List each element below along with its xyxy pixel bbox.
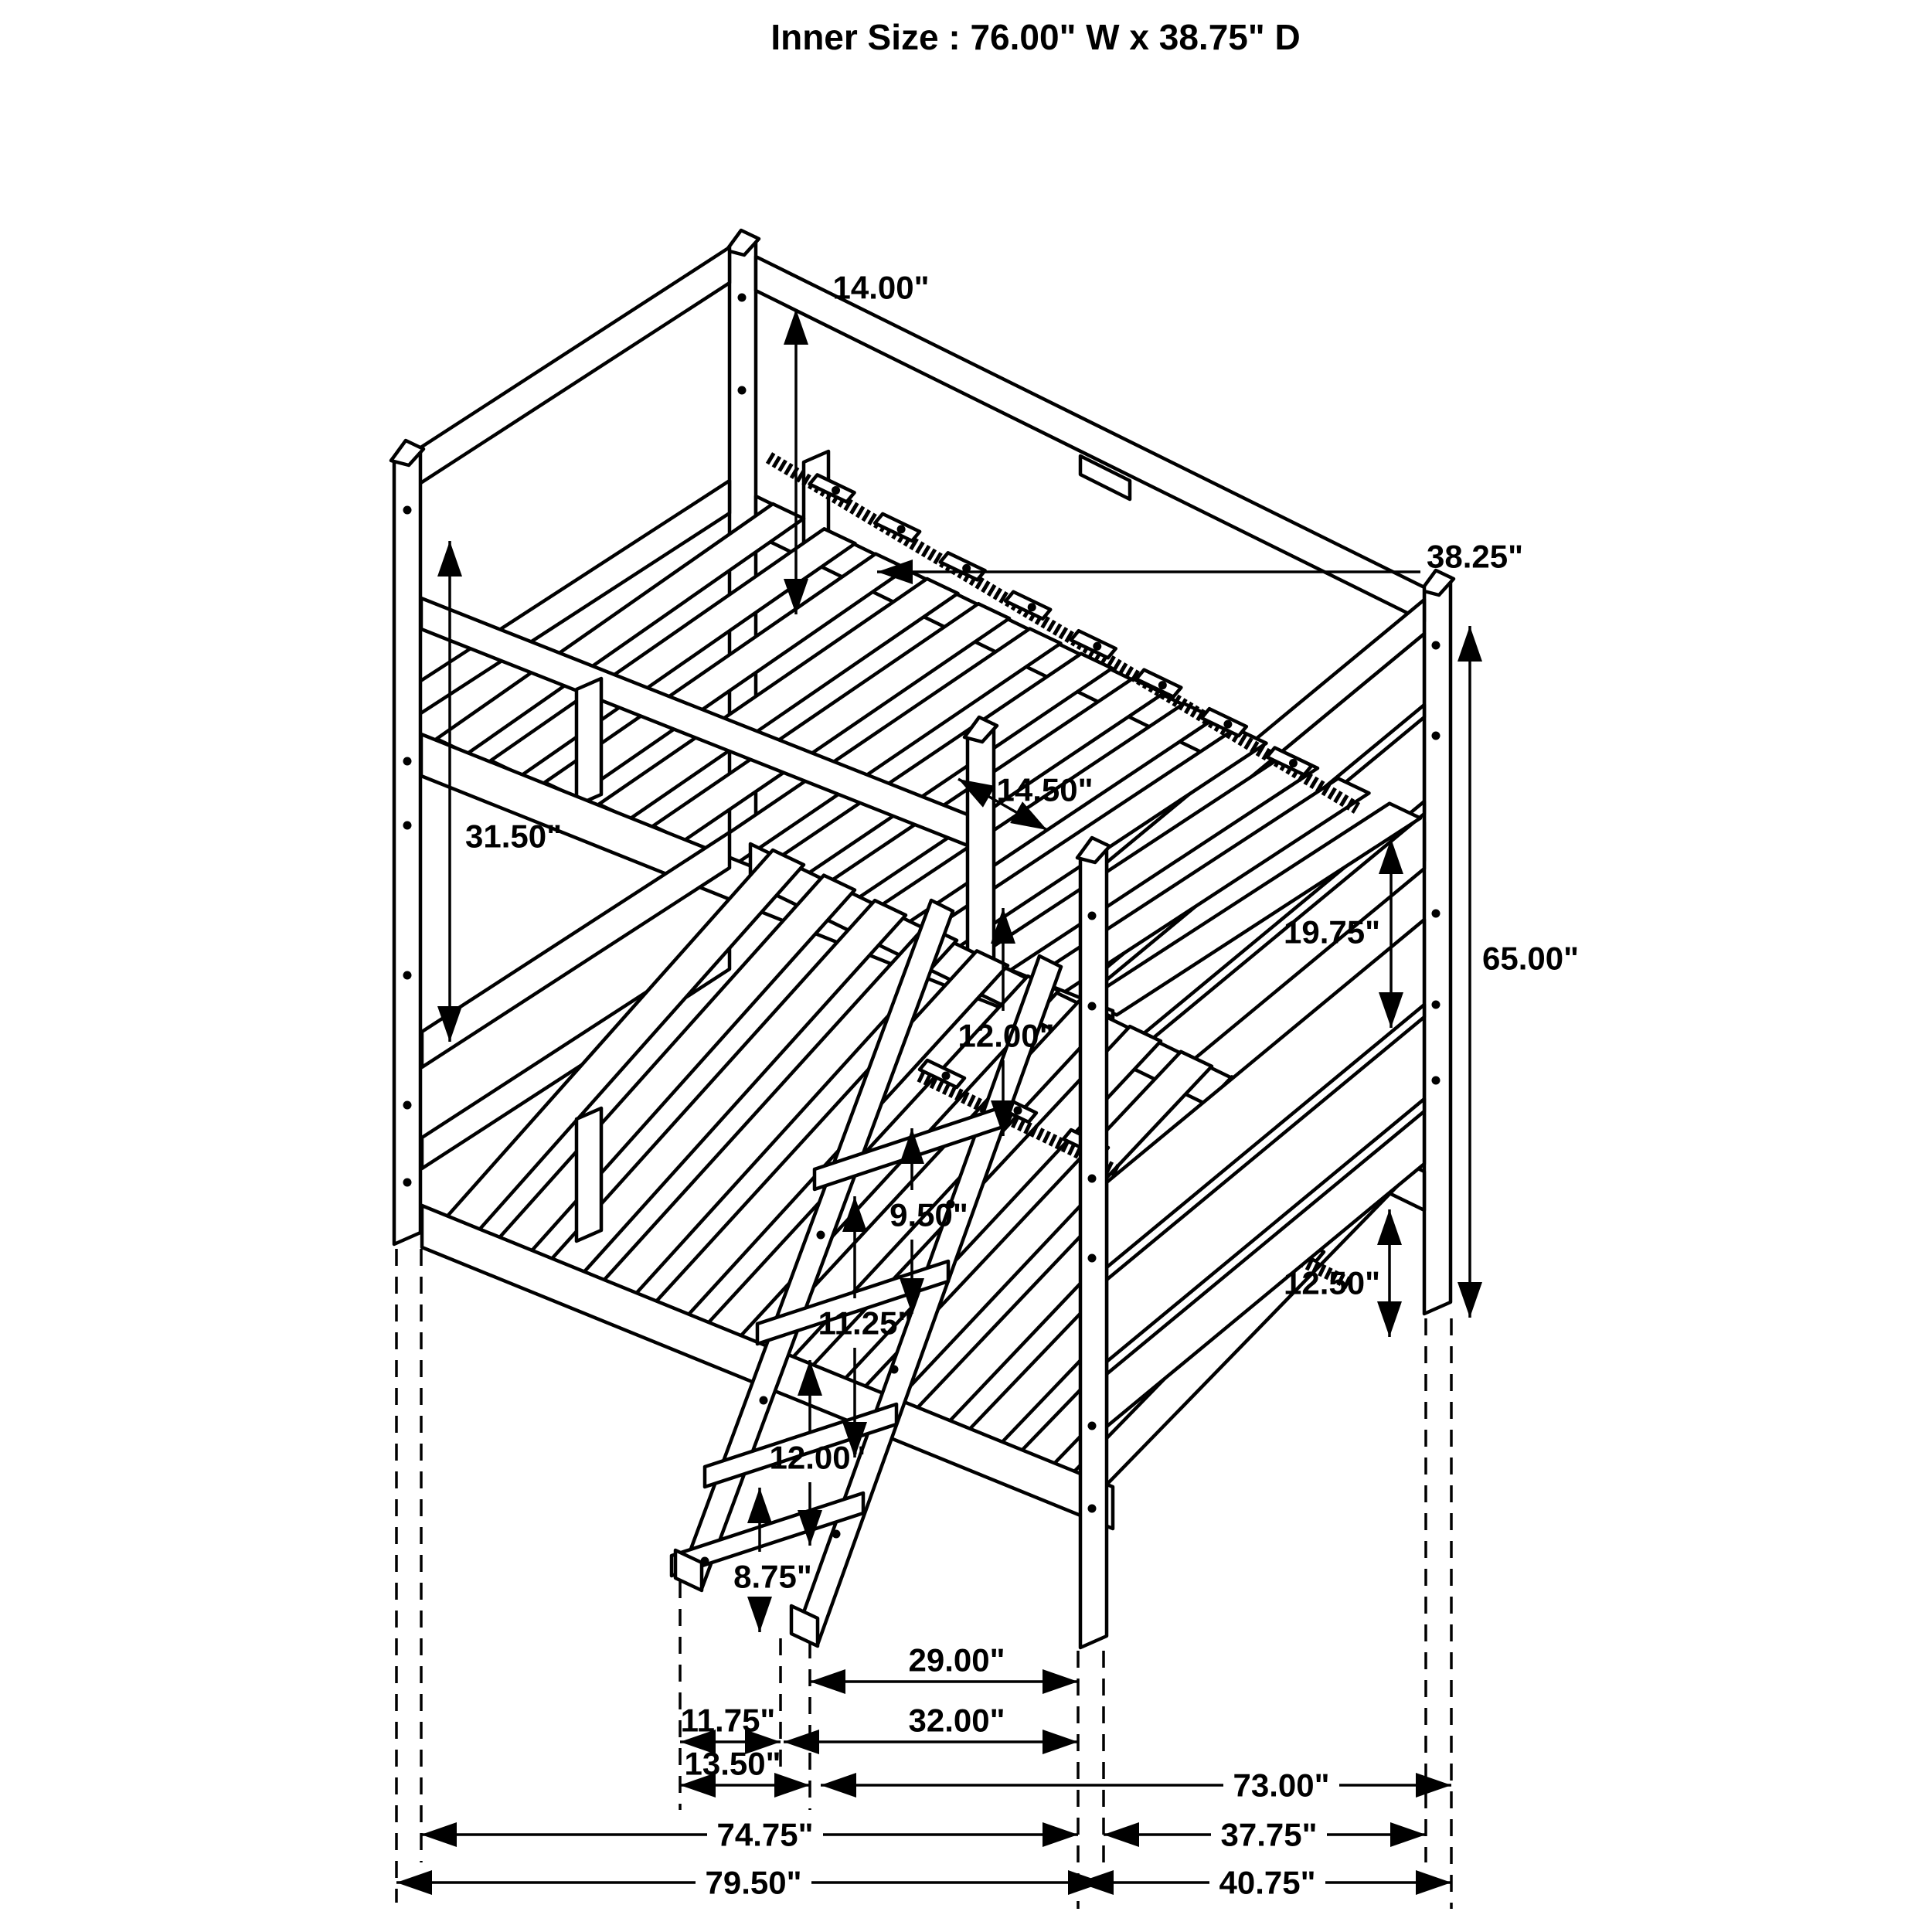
dimension-label: 65.00" [1482,940,1580,977]
dimension-label: 11.75" [680,1702,776,1739]
dimension-frame-length-left [421,1817,1078,1853]
dimension-label: 37.75" [1220,1816,1318,1853]
screw-hole [1014,1107,1022,1115]
arrowhead [1390,1822,1426,1847]
screw-hole [897,525,906,533]
dimension-label: 31.50" [465,818,563,855]
screw-hole [817,1231,825,1240]
screw-hole [1432,910,1440,918]
screw-hole [403,1101,412,1110]
dimension-ladder-foot-to-post [810,1642,1078,1695]
headboard-top-rail [396,247,730,499]
dimension-label: 14.50" [996,771,1094,808]
dimension-overall-length [396,1865,1104,1901]
screw-hole [403,971,412,980]
screw-hole [1088,1175,1097,1183]
slat-block [940,553,985,580]
dimension-label: 12.50" [1283,1264,1380,1301]
screw-hole [1093,642,1101,651]
arrowhead [1377,1209,1402,1245]
screw-hole [832,486,840,495]
screw-hole [1432,1001,1440,1009]
dimension-label: 9.50" [889,1196,968,1233]
dimension-label: 79.50" [705,1864,802,1901]
dimension-label: 40.75" [1219,1864,1316,1901]
screw-hole [1028,603,1036,611]
post-front-right [1080,845,1107,1648]
dimension-label: 14.00" [832,269,930,306]
slat-block [875,514,920,541]
screw-hole [1088,1254,1097,1263]
arrowhead [1043,1669,1078,1694]
dimension-ladder-foot-to-post-outer [784,1702,1078,1755]
screw-hole [1432,732,1440,740]
arrowhead [747,1488,772,1523]
post-back-right [1424,577,1451,1314]
dimension-label: 19.75" [1283,913,1380,951]
screw-hole [890,1366,899,1374]
arrowhead [1416,1773,1451,1798]
screw-hole [760,1396,768,1405]
screw-hole [1289,759,1298,767]
arrowhead [821,1773,856,1798]
screw-hole [1223,720,1232,729]
arrowhead [1458,626,1482,662]
lower-guard-support [577,1108,601,1241]
front-guard-support [577,679,601,805]
arrowhead [1043,1822,1078,1847]
dimension-label: 13.50" [684,1745,781,1782]
dimension-frame-depth-right [1104,1817,1426,1853]
arrowhead [1043,1730,1078,1754]
page-title: Inner Size : 76.00" W x 38.75" D [770,17,1301,57]
screw-hole [1088,1422,1097,1430]
post-front-left [394,447,420,1244]
screw-hole [1088,1002,1097,1011]
arrowhead [396,1870,432,1895]
screw-hole [738,294,747,302]
screw-hole [403,757,412,766]
slat-block [1005,592,1050,619]
dimension-label: 11.25" [818,1304,913,1342]
screw-hole [403,1179,412,1187]
arrowhead [1078,1870,1114,1895]
dimension-frame-length-right [821,1767,1451,1804]
dimension-label: 38.25" [1427,538,1524,575]
dimension-label: 74.75" [716,1816,814,1853]
screw-hole [1088,1505,1097,1513]
arrowhead [784,1730,819,1754]
dimension-ladder-feet-span-outer [680,1746,810,1798]
arrowhead [810,1669,845,1694]
arrowhead [1377,1301,1402,1337]
arrowhead [421,1822,457,1847]
arrowhead [437,541,462,577]
screw-hole [832,1530,841,1539]
dimension-label: 73.00" [1233,1767,1330,1804]
screw-hole [1158,681,1167,689]
dimension-label: 8.75" [733,1558,812,1595]
dimension-label: 32.00" [908,1702,1005,1739]
screw-hole [738,386,747,395]
dimension-overall-height [1458,626,1579,1318]
dimension-label: 12.00" [957,1017,1055,1054]
screw-hole [701,1557,709,1566]
screw-hole [942,1072,951,1080]
screw-hole [403,821,412,830]
screw-hole [1432,1077,1440,1085]
diagram-title [770,17,1300,57]
arrowhead [1416,1870,1451,1895]
dimension-label: 29.00" [908,1641,1005,1679]
arrowhead [1458,1282,1482,1318]
screw-hole [1432,641,1440,650]
screw-hole [403,506,412,515]
arrowhead [747,1597,772,1632]
screw-hole [1088,912,1097,920]
dimension-overall-depth [1078,1865,1451,1901]
arrowhead [1104,1822,1139,1847]
dimension-label: 12.00" [769,1439,866,1476]
